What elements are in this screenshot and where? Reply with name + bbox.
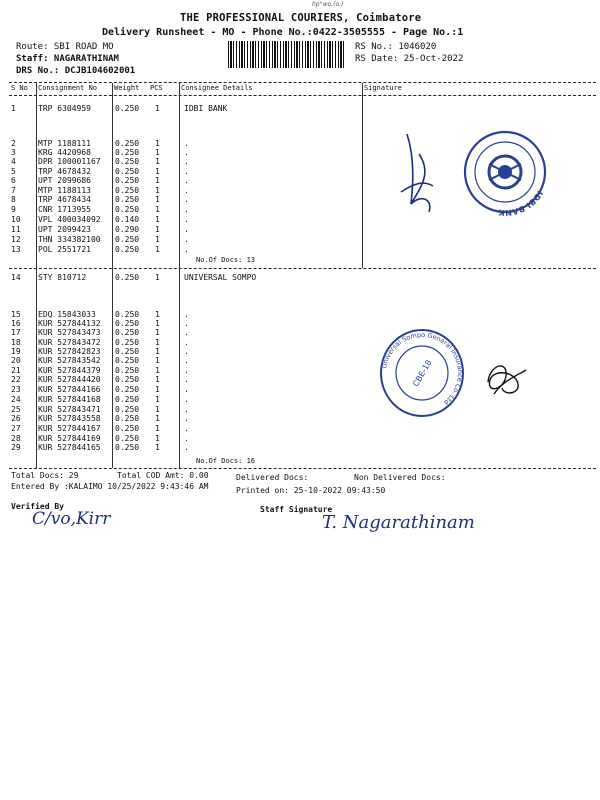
row-consignment: UPT 2099686 (38, 176, 91, 185)
row-pcs: 1 (155, 205, 160, 214)
row-consignee: . (184, 205, 189, 214)
staff-label: Staff: NAGARATHINAM (16, 54, 119, 64)
row-consignment: MTP 1188113 (38, 186, 91, 195)
group2-docs: No.Of Docs: 16 (196, 457, 256, 465)
row-consignment: KUR 527844420 (38, 375, 101, 384)
row-consignee: UNIVERSAL SOMPO (184, 273, 257, 282)
row-consignee: . (184, 375, 189, 384)
row-consignee: . (184, 176, 189, 185)
row-consignment: UPT 2099423 (38, 225, 91, 234)
row-sno: 8 (11, 195, 16, 204)
row-consignee: . (184, 443, 189, 452)
col-weight: Weight (114, 84, 140, 92)
row-weight: 0.140 (115, 215, 140, 224)
staff-handwritten-signature: T. Nagarathinam (322, 512, 475, 533)
row-consignment: KUR 527844167 (38, 424, 101, 433)
row-weight: 0.250 (115, 375, 140, 384)
row-consignment: KUR 527842823 (38, 347, 101, 356)
row-pcs: 1 (155, 235, 160, 244)
row-consignee: . (184, 347, 189, 356)
row-sno: 16 (11, 319, 21, 328)
row-pcs: 1 (155, 328, 160, 337)
row-consignment: KUR 527843472 (38, 338, 101, 347)
table-row (0, 443, 600, 453)
row-pcs: 1 (155, 424, 160, 433)
row-sno: 15 (11, 310, 21, 319)
drs-number: DRS No.: DCJB104602001 (16, 66, 136, 76)
header-bottom-rule (9, 95, 596, 96)
svg-text:CBE-18: CBE-18 (411, 358, 434, 389)
col-consignment: Consignment No (38, 84, 98, 92)
row-sno: 24 (11, 395, 21, 404)
row-weight: 0.250 (115, 356, 140, 365)
row-sno: 11 (11, 225, 21, 234)
row-consignment: KUR 527843473 (38, 328, 101, 337)
top-scribble: hp°wo,(o.) (312, 1, 344, 8)
row-pcs: 1 (155, 395, 160, 404)
row-consignee: . (184, 434, 189, 443)
verified-signature: C/vo,Kirr (32, 509, 111, 529)
row-pcs: 1 (155, 366, 160, 375)
row-weight: 0.250 (115, 273, 140, 282)
row-pcs: 1 (155, 443, 160, 452)
row-weight: 0.250 (115, 167, 140, 176)
total-docs: Total Docs: 29 (11, 471, 79, 480)
row-consignee: . (184, 235, 189, 244)
total-cod-amount: Total COD Amt: 0.00 (117, 471, 209, 480)
row-weight: 0.250 (115, 443, 140, 452)
document-subtitle: Delivery Runsheet - MO - Phone No.:0422-3505555 - Page No.:1 (102, 27, 464, 38)
idbi-bank-stamp (393, 114, 563, 224)
row-weight: 0.250 (115, 104, 140, 113)
row-consignee: . (184, 157, 189, 166)
row-consignee: . (184, 225, 189, 234)
row-weight: 0.250 (115, 414, 140, 423)
table-row (0, 235, 600, 245)
row-sno: 23 (11, 385, 21, 394)
table-row (0, 104, 600, 114)
row-consignment: KUR 527844132 (38, 319, 101, 328)
row-sno: 1 (11, 104, 16, 113)
row-consignee: . (184, 414, 189, 423)
row-consignment: KUR 527844379 (38, 366, 101, 375)
row-weight: 0.250 (115, 434, 140, 443)
row-consignee: . (184, 405, 189, 414)
row-sno: 3 (11, 148, 16, 157)
row-consignment: THN 334382100 (38, 235, 101, 244)
row-weight: 0.250 (115, 319, 140, 328)
row-sno: 5 (11, 167, 16, 176)
row-weight: 0.250 (115, 328, 140, 337)
header-top-rule (9, 82, 596, 83)
row-consignment: KUR 527844168 (38, 395, 101, 404)
printed-on: Printed on: 25-10-2022 09:43:50 (236, 486, 386, 495)
row-sno: 17 (11, 328, 21, 337)
row-weight: 0.250 (115, 347, 140, 356)
row-pcs: 1 (155, 405, 160, 414)
row-consignee: . (184, 366, 189, 375)
row-consignee: . (184, 338, 189, 347)
row-consignment: KUR 527844166 (38, 385, 101, 394)
row-consignment: KUR 527843558 (38, 414, 101, 423)
row-weight: 0.250 (115, 395, 140, 404)
row-consignee: . (184, 245, 189, 254)
row-consignment: KUR 527843542 (38, 356, 101, 365)
row-pcs: 1 (155, 414, 160, 423)
row-pcs: 1 (155, 375, 160, 384)
row-consignment: EDQ 15843033 (38, 310, 96, 319)
row-sno: 21 (11, 366, 21, 375)
row-sno: 20 (11, 356, 21, 365)
row-sno: 26 (11, 414, 21, 423)
row-sno: 4 (11, 157, 16, 166)
row-sno: 12 (11, 235, 21, 244)
row-pcs: 1 (155, 148, 160, 157)
row-consignee: . (184, 319, 189, 328)
row-weight: 0.250 (115, 405, 140, 414)
row-consignee: . (184, 328, 189, 337)
row-consignment: VPL 400034092 (38, 215, 101, 224)
row-weight: 0.250 (115, 424, 140, 433)
row-sno: 19 (11, 347, 21, 356)
row-pcs: 1 (155, 104, 160, 113)
row-consignee: . (184, 195, 189, 204)
row-sno: 18 (11, 338, 21, 347)
row-pcs: 1 (155, 167, 160, 176)
row-weight: 0.250 (115, 245, 140, 254)
universal-sompo-stamp (378, 324, 538, 424)
row-pcs: 1 (155, 356, 160, 365)
row-consignee: . (184, 186, 189, 195)
row-weight: 0.250 (115, 205, 140, 214)
rs-date: RS Date: 25-Oct-2022 (355, 54, 464, 64)
row-sno: 28 (11, 434, 21, 443)
row-sno: 29 (11, 443, 21, 452)
row-consignee: . (184, 356, 189, 365)
row-sno: 27 (11, 424, 21, 433)
document-title: THE PROFESSIONAL COURIERS, Coimbatore (180, 12, 422, 24)
row-weight: 0.250 (115, 157, 140, 166)
row-consignment: KUR 527844169 (38, 434, 101, 443)
row-consignee: . (184, 310, 189, 319)
row-weight: 0.250 (115, 148, 140, 157)
row-consignee: . (184, 385, 189, 394)
row-sno: 22 (11, 375, 21, 384)
row-consignee: IDBI BANK (184, 104, 228, 113)
row-consignment: TRP 6304959 (38, 104, 91, 113)
row-sno: 25 (11, 405, 21, 414)
row-pcs: 1 (155, 245, 160, 254)
row-pcs: 1 (155, 225, 160, 234)
row-consignment: KRG 4420968 (38, 148, 91, 157)
row-pcs: 1 (155, 385, 160, 394)
row-pcs: 1 (155, 273, 160, 282)
svg-text:IDBI BANK: IDBI BANK (498, 189, 545, 218)
row-sno: 7 (11, 186, 16, 195)
rs-number: RS No.: 1046020 (355, 42, 437, 52)
row-consignment: POL 2551721 (38, 245, 91, 254)
row-pcs: 1 (155, 434, 160, 443)
row-sno: 14 (11, 273, 21, 282)
table-row (0, 245, 600, 255)
row-consignment: TRP 4678434 (38, 195, 91, 204)
table-header-row (0, 84, 600, 94)
col-signature: Signature (364, 84, 402, 92)
row-pcs: 1 (155, 139, 160, 148)
row-pcs: 1 (155, 319, 160, 328)
row-weight: 0.250 (115, 186, 140, 195)
row-consignment: DPR 100001167 (38, 157, 101, 166)
row-pcs: 1 (155, 338, 160, 347)
row-sno: 9 (11, 205, 16, 214)
row-weight: 0.250 (115, 139, 140, 148)
row-consignment: KUR 527843471 (38, 405, 101, 414)
table-row (0, 225, 600, 235)
row-consignment: STY 810712 (38, 273, 87, 282)
row-consignee: . (184, 424, 189, 433)
group1-docs: No.Of Docs: 13 (196, 256, 256, 264)
row-weight: 0.250 (115, 385, 140, 394)
row-pcs: 1 (155, 310, 160, 319)
group1-rule (9, 268, 596, 269)
group2-rule (9, 468, 596, 469)
row-weight: 0.250 (115, 338, 140, 347)
row-consignee: . (184, 395, 189, 404)
barcode (228, 41, 346, 68)
row-pcs: 1 (155, 157, 160, 166)
row-weight: 0.290 (115, 225, 140, 234)
row-sno: 6 (11, 176, 16, 185)
row-consignee: . (184, 167, 189, 176)
row-consignee: . (184, 139, 189, 148)
svg-text:Universal Sompo General Insura: Universal Sompo General Insurance Co. Ltd (380, 330, 465, 407)
row-pcs: 1 (155, 176, 160, 185)
row-consignment: CNR 1713955 (38, 205, 91, 214)
row-consignee: . (184, 215, 189, 224)
row-weight: 0.250 (115, 310, 140, 319)
non-delivered-docs: Non Delivered Docs: (354, 473, 446, 482)
row-pcs: 1 (155, 186, 160, 195)
col-pcs: PCS (150, 84, 163, 92)
staff-signature-label: Staff Signature (260, 505, 333, 514)
row-consignment: TRP 4678432 (38, 167, 91, 176)
row-sno: 2 (11, 139, 16, 148)
row-weight: 0.250 (115, 366, 140, 375)
table-row (0, 273, 600, 283)
row-sno: 13 (11, 245, 21, 254)
row-consignee: . (184, 148, 189, 157)
row-consignment: MTP 1188111 (38, 139, 91, 148)
verified-by-label: Verified By (11, 502, 64, 511)
row-weight: 0.250 (115, 235, 140, 244)
delivered-docs: Delivered Docs: (236, 473, 309, 482)
row-weight: 0.250 (115, 195, 140, 204)
table-row (0, 424, 600, 434)
row-pcs: 1 (155, 215, 160, 224)
row-sno: 10 (11, 215, 21, 224)
col-details: Consignee Details (181, 84, 253, 92)
row-consignment: KUR 527844165 (38, 443, 101, 452)
row-weight: 0.250 (115, 176, 140, 185)
row-pcs: 1 (155, 347, 160, 356)
route-label: Route: SBI ROAD MO (16, 42, 114, 52)
entered-by: Entered By :KALAIMO 10/25/2022 9:43:46 AM (11, 482, 209, 491)
row-pcs: 1 (155, 195, 160, 204)
col-sno: S No (11, 84, 28, 92)
